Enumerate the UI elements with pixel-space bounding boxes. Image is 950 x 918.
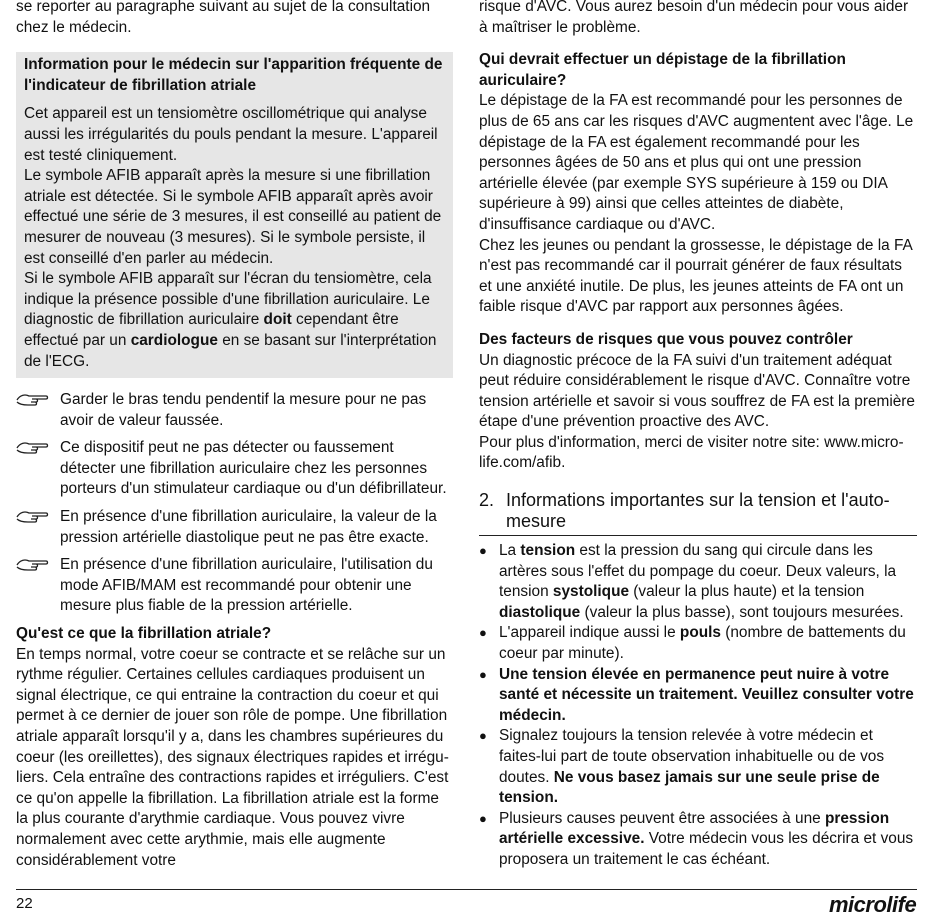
screening-paragraph-1: Le dépistage de la FA est recommandé pour les personnes de plus de 65 ans car les risques d'AVC augmentent avec l'âge. Le dépistage de la FA est également recommandé pour les personnes âgées de 50 ans et plus qui ont une pression artérielle élevée (par exemple SYS supérieure à 159 ou DIA supérieure à 99) ainsi que celles atteintes de diabète, d'insuffisance cardiaque ou d'AVC.	[479, 92, 914, 233]
page-number: 22	[16, 895, 33, 912]
bullet-icon: ●	[479, 810, 487, 826]
notes-list	[16, 390, 453, 617]
pointing-hand-icon	[16, 507, 60, 548]
note-item: En présence d'une fibrillation auriculaire, l'utilisation du mode AFIB/MAM est recommandé pour obtenir une mesure plus fiable de la pression artérielle.	[16, 555, 453, 617]
risk-factors-paragraph-1: Un diagnostic précoce de la FA suivi d'un traitement adéquat peut réduire considérablement le risque d'AVC. Connaître votre tension artérielle et savoir si vous souffrez de FA est la première étape d'une prévention proactive des AVC.	[479, 351, 915, 431]
intro-paragraph: se reporter au paragraphe suivant au sujet de la consultation chez le médecin.	[16, 0, 431, 36]
af-question-heading: Qu'est ce que la fibrillation atriale?	[16, 625, 272, 643]
note-item: Ce dispositif peut ne pas détecter ou faussement détecter une fibrillation auriculaire chez les personnes porteurs d'un stimulateur cardiaque ou d'un défibrillateur.	[16, 438, 453, 500]
left-column	[16, 0, 453, 871]
info-box-paragraph-2: Le symbole AFIB apparaît après la mesure si une fibrillation atriale est détectée. Si le symbole AFIB apparaît après avoir effectué une série de 3 mesures, il est conseillé au patient de mesurer de nouveau (3 mesures). Si le symbole persiste, il est conseillé d'en parler au médecin.	[24, 167, 442, 267]
physician-info-box	[16, 52, 453, 378]
info-box-paragraph-1: Cet appareil est un tensiomètre oscillométrique qui analyse aussi les irrégularités du pouls pendant la mesure. L'appareil est testé cliniquement.	[24, 105, 438, 164]
list-item: ● La tension est la pression du sang qui circule dans les artères sous l'effet du pompage du coeur. Deux valeurs, la tension systolique (valeur la plus haute) et la tension diastolique (valeur la plus basse), sont toujours mesurées.	[479, 541, 917, 623]
screening-heading: Qui devrait effectuer un dépistage de la fibrillation auriculaire?	[479, 51, 846, 89]
bullet-icon: ●	[479, 728, 487, 744]
af-question-text: En temps normal, votre coeur se contracte et se relâche sur un rythme régulier. Certaines cellules cardiaques produisent un signal électrique, ce qui entraine la contraction du coeur et qui permet à ce dernier de jouer son rôle de pompe. Une fibrillation atriale apparaît lorsqu'il y a, dans les chambres supérieures du coeur (les oreillettes), des signaux électriques rapides et irrégu- liers. Cela entraîne des contractions rapides et irréguliers. C'est ce qu'on appelle la fibrillation. La fibrillation atriale est la forme la plus courante d'arythmie cardiaque. Vous pouvez vivre normalement avec cette arythmie, mais elle augmente considérablement votre	[16, 645, 449, 869]
risk-factors-heading: Des facteurs de risques que vous pouvez contrôler	[479, 330, 853, 348]
info-box-paragraph-3: Si le symbole AFIB apparaît sur l'écran du tensiomètre, cela indique la présence possible d'une fibrillation auriculaire. Le diagnostic de fibrillation auriculaire doit cependant être effectué par un cardiologue en se basant sur l'interprétation de l'ECG.	[24, 270, 437, 370]
list-item: ● Une tension élevée en permanence peut nuire à votre santé et nécessite un traitement. Veuillez consulter votre médecin.	[479, 665, 917, 727]
list-item: ● L'appareil indique aussi le pouls (nombre de battements du coeur par minute).	[479, 623, 917, 664]
note-item: Garder le bras tendu pendentif la mesure pour ne pas avoir de valeur faussée.	[16, 390, 453, 431]
section-number: 2.	[479, 490, 495, 511]
bullet-list	[479, 541, 917, 871]
list-item: ● Plusieurs causes peuvent être associées à une pression artérielle excessive. Votre médecin vous les décrira et vous proposera un traitement le cas échéant.	[479, 809, 917, 871]
pointing-hand-icon	[16, 390, 60, 431]
microlife-logo: microlife	[829, 892, 917, 917]
pointing-hand-icon	[16, 555, 60, 617]
bullet-icon: ●	[479, 625, 487, 641]
bullet-icon: ●	[479, 543, 487, 559]
note-item: En présence d'une fibrillation auriculaire, la valeur de la pression artérielle diastolique peut ne pas être exacte.	[16, 507, 453, 548]
bullet-icon: ●	[479, 666, 487, 682]
risk-factors-paragraph-2: Pour plus d'information, merci de visiter notre site: www.micro- life.com/afib.	[479, 433, 904, 472]
right-column	[479, 0, 917, 871]
footer-divider	[16, 889, 917, 890]
list-item: ● Signalez toujours la tension relevée à votre médecin et faites-lui part de toute observation inhabituelle ou de vos doutes. Ne vous basez jamais sur une seule prise de tension.	[479, 726, 917, 808]
info-box-title: Information pour le médecin sur l'apparition fréquente de l'indicateur de fibrillation atriale	[24, 56, 443, 94]
continued-paragraph: risque d'AVC. Vous aurez besoin d'un médecin pour vous aider à maîtriser le problème.	[479, 0, 909, 36]
section-title: Informations importantes sur la tension et l'auto-mesure	[506, 490, 890, 532]
screening-paragraph-2: Chez les jeunes ou pendant la grossesse, le dépistage de la FA n'est pas recommandé car il pourrait générer de faux résultats et une anxiété inutile. De plus, les jeunes atteints de FA ont un faible risque d'AVC par rapport aux personnes âgées.	[479, 236, 912, 316]
pointing-hand-icon	[16, 438, 60, 500]
section-heading	[479, 490, 917, 536]
